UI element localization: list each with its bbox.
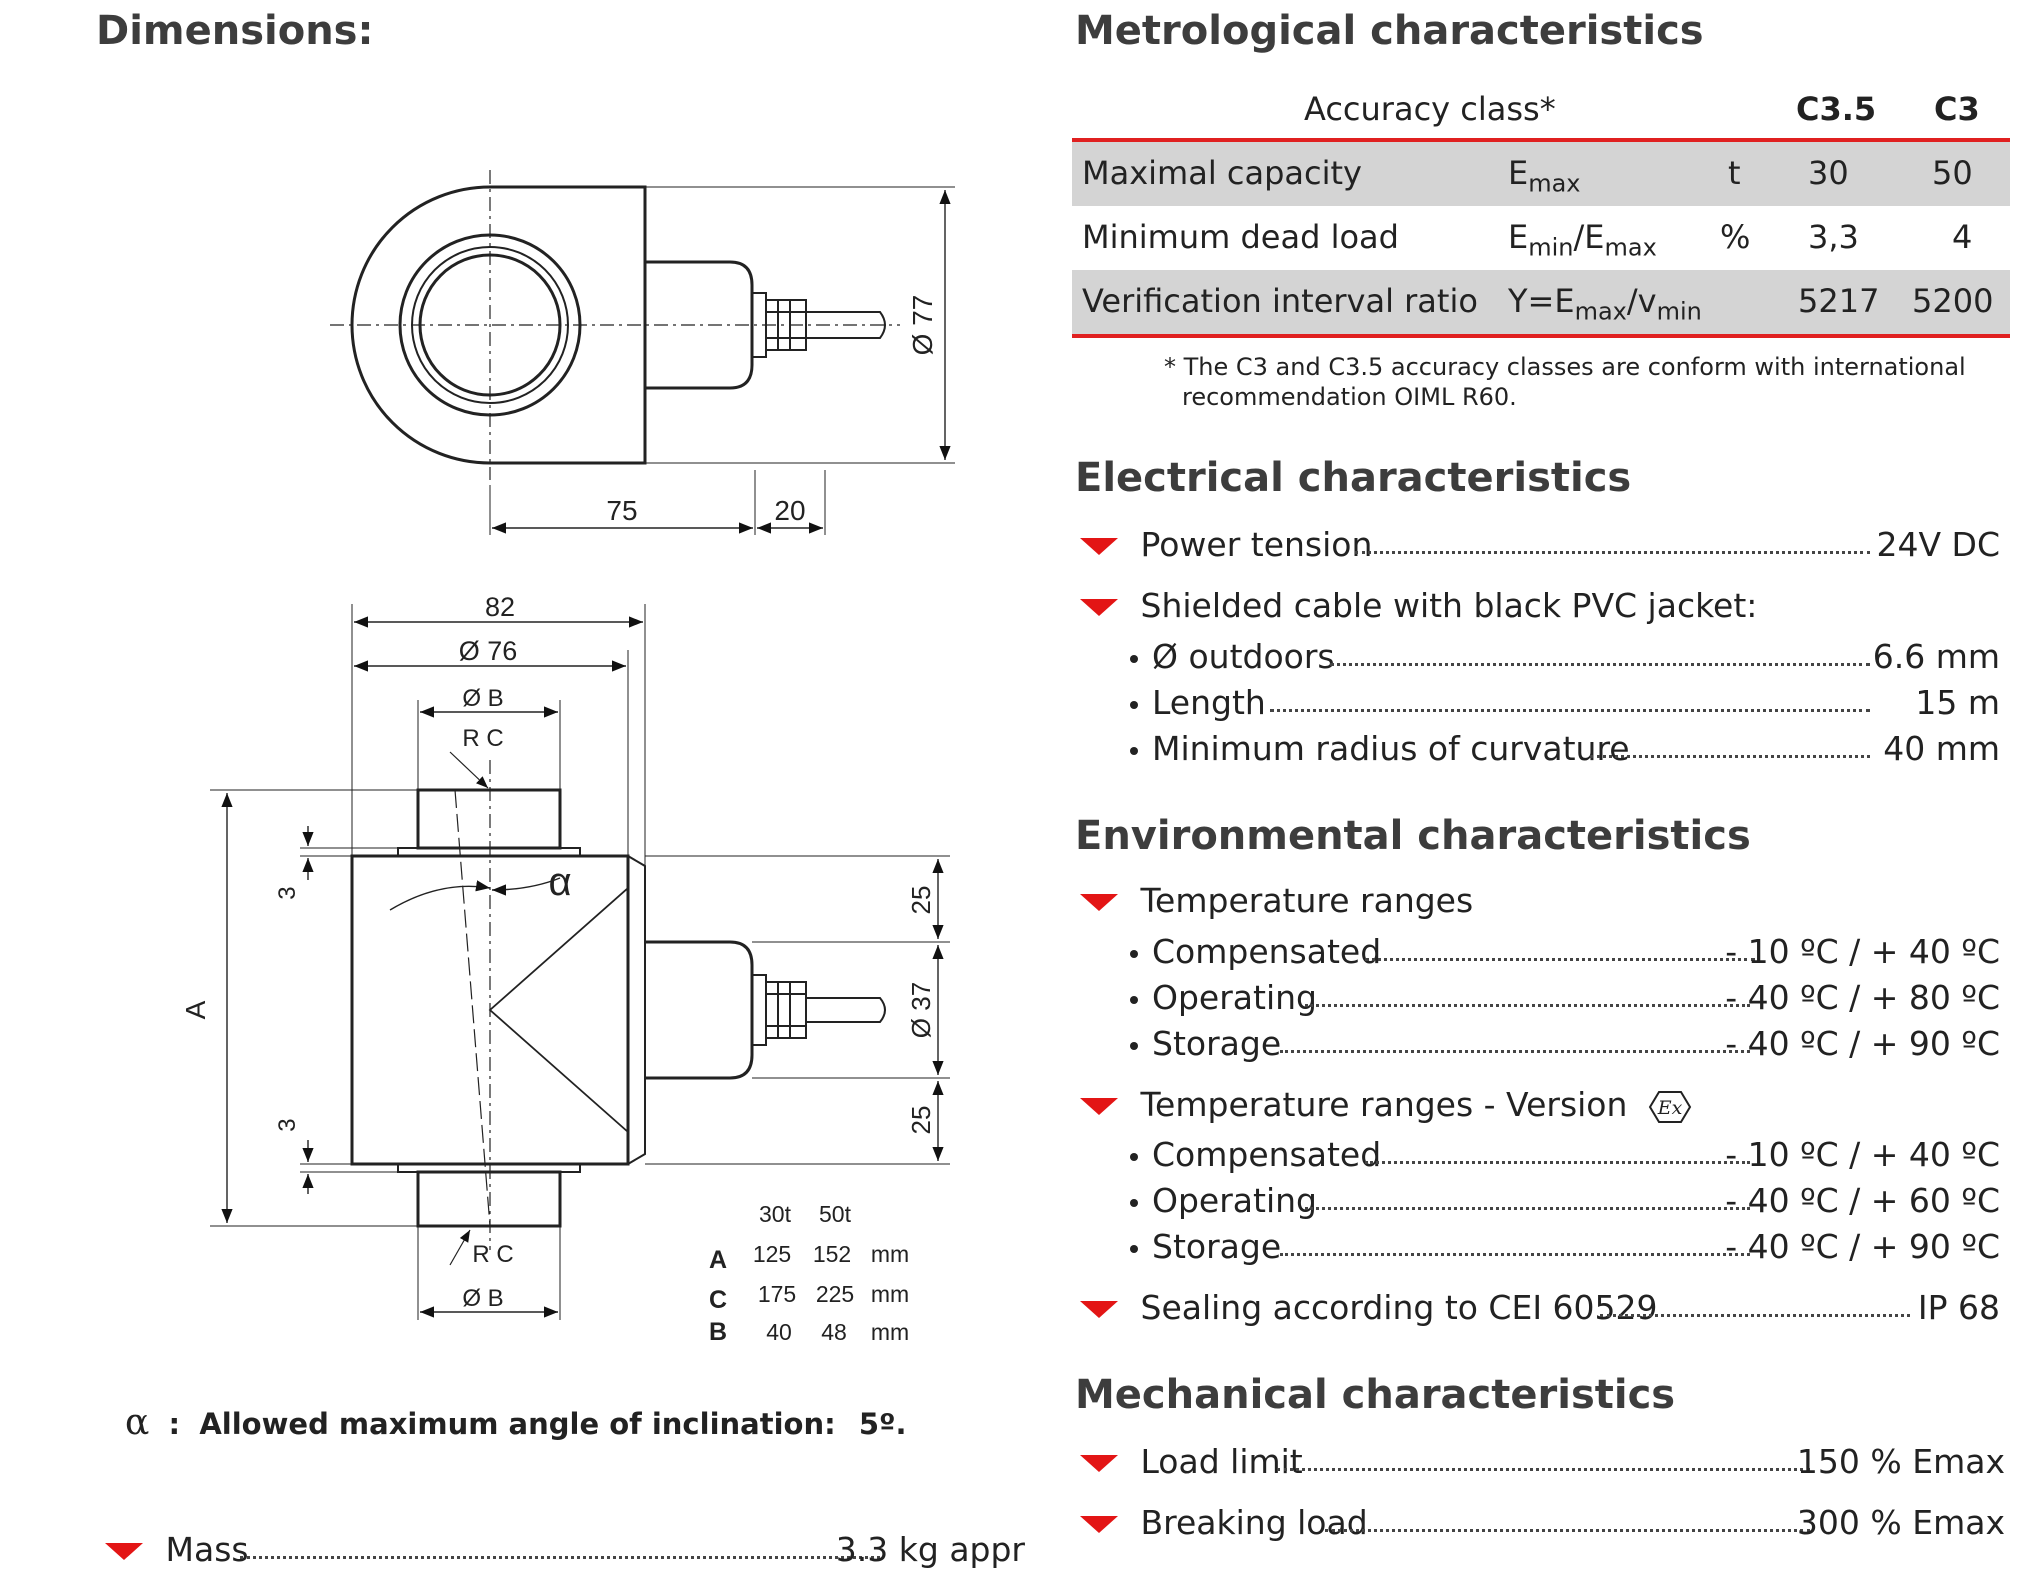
dim-rc-top: R C xyxy=(462,725,504,752)
red-triangle-icon xyxy=(105,1543,143,1560)
class-c3-header: C3 xyxy=(1934,90,1980,128)
metro-row-name: Minimum dead load xyxy=(1082,218,1399,256)
metro-row-unit: % xyxy=(1720,218,1751,256)
cable-item-label: Minimum radius of curvature xyxy=(1152,729,1630,768)
leader-dots xyxy=(1280,1253,1750,1256)
temp-item-label: Storage xyxy=(1152,1024,1282,1063)
alpha-note-text: Allowed maximum angle of inclination: xyxy=(199,1407,836,1441)
temp-row xyxy=(1080,881,2000,921)
cable-item xyxy=(1130,637,2000,677)
alpha-note-colon: : xyxy=(168,1407,181,1441)
metro-row-max-capacity xyxy=(1072,142,2010,206)
alpha-symbol: α xyxy=(548,860,572,904)
dimension-table xyxy=(709,1201,909,1346)
cable-item-value: 40 mm xyxy=(1883,729,2000,768)
load-limit-row xyxy=(1080,1442,2005,1482)
footnote-line-2: recommendation OIML R60. xyxy=(1182,383,1517,411)
metrological-table xyxy=(1072,80,2010,412)
svg-text:Ex: Ex xyxy=(1657,1096,1683,1119)
dim-table-value: 152 xyxy=(812,1241,852,1267)
dim-table-value: 225 xyxy=(815,1281,855,1307)
dim-diameter-37: Ø 37 xyxy=(906,981,936,1039)
cable-item-value: 15 m xyxy=(1915,683,2000,722)
dim-25-bottom: 25 xyxy=(906,1105,936,1135)
metro-row-c3: 4 xyxy=(1952,218,1973,256)
dim-table-label: A xyxy=(708,1246,728,1274)
alpha-note xyxy=(125,1402,906,1443)
dim-table-header-50t: 50t xyxy=(819,1201,851,1227)
temp-item-value: - 40 ºC / + 90 ºC xyxy=(1725,1024,2000,1063)
mech-item-label: Load limit xyxy=(1140,1442,1303,1481)
leader-dots xyxy=(1330,663,1870,666)
leader-dots xyxy=(1305,1207,1750,1210)
leader-dots xyxy=(1280,1050,1750,1053)
metro-row-unit: t xyxy=(1728,154,1741,192)
metro-row-symbol: $Y=E_{max}/v_{min}$ xyxy=(1508,282,1702,326)
cable-item-label: Length xyxy=(1152,683,1266,722)
bullet-icon xyxy=(1130,1245,1138,1253)
leader-dots xyxy=(1365,1161,1750,1164)
red-triangle-icon xyxy=(1080,1301,1118,1318)
temp-item xyxy=(1130,1024,2000,1064)
metro-row-name: Verification interval ratio xyxy=(1082,282,1478,320)
dim-table-value: 175 xyxy=(757,1281,797,1307)
power-row xyxy=(1080,525,2000,565)
dim-table-label: C xyxy=(708,1286,728,1314)
temp-ex-item xyxy=(1130,1135,2000,1175)
dim-table-unit: mm xyxy=(870,1241,910,1267)
temp-item-label: Compensated xyxy=(1152,932,1382,971)
cable-item-label: Ø outdoors xyxy=(1152,637,1335,676)
dimensions-title: Dimensions: xyxy=(96,8,374,54)
metro-row-min-dead-load xyxy=(1072,206,2010,270)
bullet-icon xyxy=(1130,701,1138,709)
mech-item-value: 300 % Emax xyxy=(1796,1503,2005,1542)
metro-row-c3: 5200 xyxy=(1912,282,1994,320)
dim-table-unit: mm xyxy=(870,1319,910,1345)
metro-row-verification-ratio xyxy=(1072,270,2010,334)
red-triangle-icon xyxy=(1080,538,1118,555)
metro-footnote xyxy=(1072,352,2010,412)
dim-table-value: 48 xyxy=(821,1319,847,1345)
mechanical-title: Mechanical characteristics xyxy=(1075,1372,1676,1418)
class-c35-header: C3.5 xyxy=(1796,90,1877,128)
temp-ex-row xyxy=(1080,1085,2000,1125)
bullet-icon xyxy=(1130,747,1138,755)
metro-row-symbol: $E_{min}/E_{max}$ xyxy=(1508,218,1657,262)
dim-table-value: 40 xyxy=(766,1319,792,1345)
cable-item xyxy=(1130,683,2000,723)
metro-row-c35: 30 xyxy=(1808,154,1849,192)
top-view xyxy=(330,170,955,535)
dim-rc-bottom: R C xyxy=(472,1241,514,1268)
cable-item-value: 6.6 mm xyxy=(1872,637,2000,676)
temp-ex-item-label: Operating xyxy=(1152,1181,1317,1220)
dim-82: 82 xyxy=(484,592,516,622)
temp-ex-item xyxy=(1130,1227,2000,1267)
alpha-note-symbol: α xyxy=(125,1402,150,1443)
dim-table-value: 125 xyxy=(752,1241,792,1267)
metro-header-row xyxy=(1072,80,2010,138)
power-label: Power tension xyxy=(1140,525,1373,564)
sealing-label: Sealing according to CEI 60529 xyxy=(1140,1288,1658,1327)
alpha-note-value: 5º. xyxy=(858,1407,907,1441)
dim-75: 75 xyxy=(606,495,638,526)
dim-3-bottom: 3 xyxy=(274,1118,301,1132)
leader-dots xyxy=(1590,755,1870,758)
table-bottom-rule xyxy=(1072,334,2010,338)
bullet-icon xyxy=(1130,996,1138,1004)
leader-dots xyxy=(1365,958,1755,961)
leader-dots xyxy=(1600,1314,1910,1317)
metro-row-name: Maximal capacity xyxy=(1082,154,1362,192)
bullet-icon xyxy=(1130,1153,1138,1161)
red-triangle-icon xyxy=(1080,1516,1118,1533)
dim-diameter-b-bottom: Ø B xyxy=(462,1285,504,1312)
mass-value: 3.3 kg appr xyxy=(835,1530,1025,1569)
mech-item-label: Breaking load xyxy=(1140,1503,1368,1542)
dim-table-unit: mm xyxy=(870,1281,910,1307)
power-value: 24V DC xyxy=(1876,525,2000,564)
dim-25-top: 25 xyxy=(906,885,936,915)
bullet-icon xyxy=(1130,1199,1138,1207)
environmental-title: Environmental characteristics xyxy=(1075,813,1751,859)
dim-table-label: B xyxy=(708,1318,728,1346)
red-triangle-icon xyxy=(1080,1098,1118,1115)
leader-dots xyxy=(1355,551,1870,554)
temp-ex-item-value: - 40 ºC / + 60 ºC xyxy=(1725,1181,2000,1220)
metro-row-c35: 5217 xyxy=(1798,282,1880,320)
sealing-value: IP 68 xyxy=(1917,1288,2000,1327)
temp-ex-item-value: - 40 ºC / + 90 ºC xyxy=(1725,1227,2000,1266)
breaking-load-row xyxy=(1080,1503,2005,1543)
mass-label: Mass xyxy=(165,1530,249,1569)
atex-ex-icon xyxy=(1648,1089,1692,1125)
leader-dots xyxy=(1305,1004,1750,1007)
dim-20: 20 xyxy=(774,495,806,526)
temp-label: Temperature ranges xyxy=(1140,881,1474,920)
dim-3-top: 3 xyxy=(274,886,301,900)
temp-ex-label: Temperature ranges - Version xyxy=(1140,1085,1628,1124)
metro-row-c35: 3,3 xyxy=(1808,218,1859,256)
cable-label: Shielded cable with black PVC jacket: xyxy=(1140,586,1758,625)
metro-row-c3: 50 xyxy=(1932,154,1973,192)
temp-item xyxy=(1130,932,2000,972)
temp-ex-item-value: - 10 ºC / + 40 ºC xyxy=(1725,1135,2000,1174)
accuracy-class-label: Accuracy class* xyxy=(1304,90,1556,128)
cable-row xyxy=(1080,586,2000,626)
red-triangle-icon xyxy=(1080,599,1118,616)
metro-row-symbol: $E_{max}$ xyxy=(1508,154,1581,198)
cable-item xyxy=(1130,729,2000,769)
temp-item-value: - 40 ºC / + 80 ºC xyxy=(1725,978,2000,1017)
dim-diameter-b-top: Ø B xyxy=(462,685,504,712)
mech-item-value: 150 % Emax xyxy=(1796,1442,2005,1481)
red-triangle-icon xyxy=(1080,894,1118,911)
metrological-title: Metrological characteristics xyxy=(1075,8,1704,54)
electrical-title: Electrical characteristics xyxy=(1075,455,1632,501)
sealing-row xyxy=(1080,1288,2000,1328)
temp-ex-item xyxy=(1130,1181,2000,1221)
bullet-icon xyxy=(1130,1042,1138,1050)
mass-row xyxy=(105,1530,1025,1570)
temp-item-label: Operating xyxy=(1152,978,1317,1017)
leader-dots xyxy=(1325,1529,1810,1532)
bullet-icon xyxy=(1130,655,1138,663)
temp-item-value: - 10 ºC / + 40 ºC xyxy=(1725,932,2000,971)
dim-diameter-76: Ø 76 xyxy=(458,636,518,666)
footnote-line-1: * The C3 and C3.5 accuracy classes are conform with international xyxy=(1164,353,1966,381)
leader-dots xyxy=(1277,1468,1810,1471)
temp-item xyxy=(1130,978,2000,1018)
dim-a: A xyxy=(180,1000,211,1020)
dim-diameter-77: Ø 77 xyxy=(907,294,938,356)
leader-dots xyxy=(1270,709,1870,712)
bullet-icon xyxy=(1130,950,1138,958)
dim-table-header-30t: 30t xyxy=(759,1201,791,1227)
temp-ex-item-label: Compensated xyxy=(1152,1135,1382,1174)
temp-ex-item-label: Storage xyxy=(1152,1227,1282,1266)
red-triangle-icon xyxy=(1080,1455,1118,1472)
